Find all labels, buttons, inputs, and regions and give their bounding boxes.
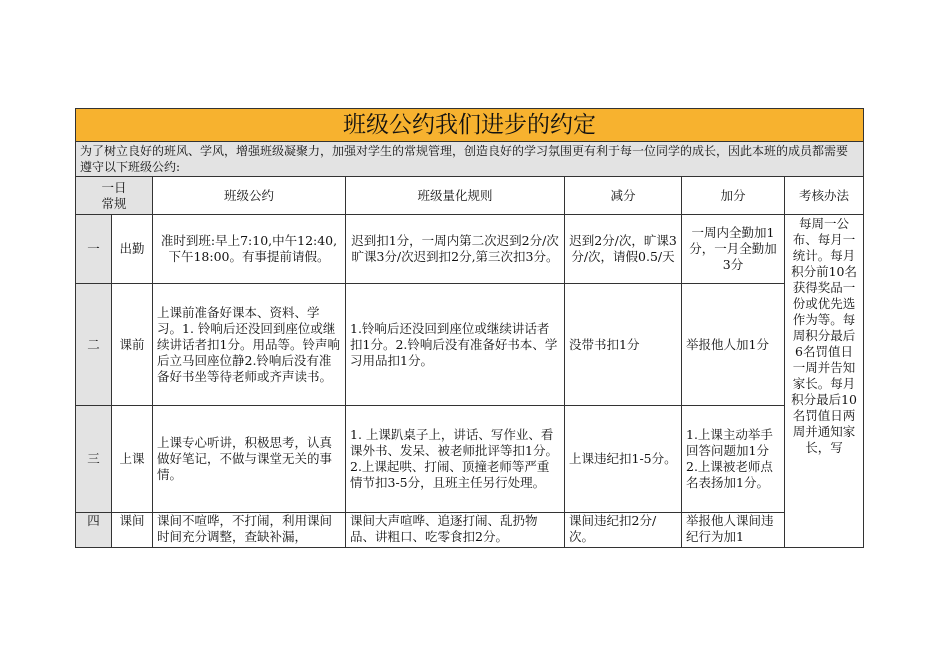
table-row	[76, 215, 864, 284]
row-category: 上课	[112, 406, 153, 513]
convention-table	[75, 108, 864, 548]
row-category: 课前	[112, 284, 153, 406]
header-add: 加分	[682, 177, 785, 215]
deduct-cell: 迟到2分/次，旷课3分/次，请假0.5/天	[565, 215, 682, 284]
assessment-cell	[785, 215, 864, 548]
convention-cell: 上课前准备好课本、资料、学习。1. 铃响后还没回到座位或继续讲话者扣1分。用品等。铃声响后立马回座位静2.铃响后没有准备好书坐等待老师或齐声读书。	[153, 284, 346, 406]
header-deduct: 减分	[565, 177, 682, 215]
rules-cell: 1.铃响后还没回到座位或继续讲话者扣1分。2.铃响后没有准备好书本、学习用品扣1分。	[346, 284, 565, 406]
add-cell: 举报他人课间违纪行为加1	[682, 513, 785, 548]
deduct-cell: 上课违纪扣1-5分。	[565, 406, 682, 513]
table-row	[76, 513, 864, 548]
rules-cell: 课间大声喧哗、追逐打闹、乱扔物品、讲粗口、吃零食扣2分。	[346, 513, 565, 548]
add-cell: 举报他人加1分	[682, 284, 785, 406]
row-number: 一	[76, 215, 112, 284]
row-number: 二	[76, 284, 112, 406]
row-number: 三	[76, 406, 112, 513]
deduct-cell: 课间违纪扣2分/次。	[565, 513, 682, 548]
class-convention-sheet	[75, 108, 863, 548]
intro-text: 为了树立良好的班风、学风，增强班级凝聚力，加强对学生的常规管理，创造良好的学习氛围更有利于每一位同学的成长，因此本班的成员都需要遵守以下班级公约:	[76, 142, 864, 177]
rules-cell: 1. 上课趴桌子上，讲话、写作业、看课外书、发呆、被老师批评等扣1分。2.上课起哄、打闹、顶撞老师等严重情节扣3-5分，且班主任另行处理。	[346, 406, 565, 513]
add-cell: 一周内全勤加1分，一月全勤加3分	[682, 215, 785, 284]
convention-cell: 课间不喧哗，不打闹，利用课间时间充分调整，查缺补漏，	[153, 513, 346, 548]
corner-header	[76, 177, 153, 215]
corner-header-top: 一日	[101, 179, 127, 195]
row-category: 课间	[112, 513, 153, 548]
convention-cell: 上课专心听讲，积极思考，认真做好笔记，不做与课堂无关的事情。	[153, 406, 346, 513]
table-row	[76, 406, 864, 513]
rules-cell: 迟到扣1分，一周内第二次迟到2分/次旷课3分/次迟到扣2分,第三次扣3分。	[346, 215, 565, 284]
add-cell: 1.上课主动举手回答问题加1分2.上课被老师点名表扬加1分。	[682, 406, 785, 513]
page-title: 班级公约我们进步的约定	[76, 109, 864, 142]
row-number: 四	[76, 513, 112, 548]
table-row	[76, 284, 864, 406]
deduct-cell: 没带书扣1分	[565, 284, 682, 406]
header-rules: 班级量化规则	[346, 177, 565, 215]
header-assess: 考核办法	[785, 177, 864, 215]
corner-header-bottom: 常规	[101, 195, 127, 211]
convention-cell: 准时到班:早上7:10,中午12:40,下午18:00。有事提前请假。	[153, 215, 346, 284]
row-category: 出勤	[112, 215, 153, 284]
assessment-text: 每周一公布、每月一统计。每月积分前10名获得奖品一份或优先选作为等。每周积分最后6名罚值日一周并告知家长。每月积分最后10名罚值日两周并通知家长，写	[791, 216, 857, 455]
header-convention: 班级公约	[153, 177, 346, 215]
